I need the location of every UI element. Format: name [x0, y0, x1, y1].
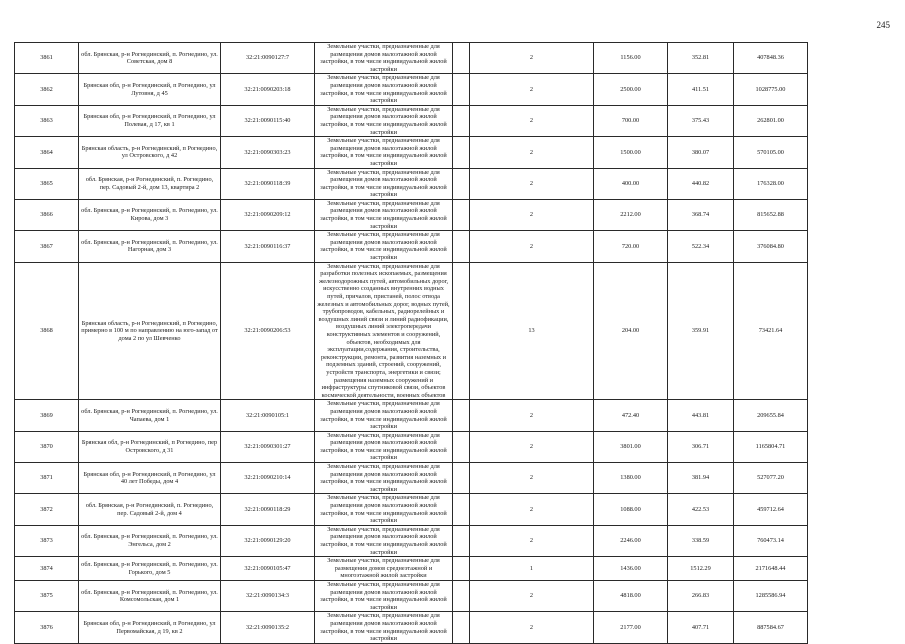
cell-area: 720.00 [594, 231, 668, 262]
cell-group: 2 [470, 74, 594, 105]
table-row [15, 463, 892, 494]
cell-land-use: Земельные участки, предназначенные для размещения домов малоэтажной жилой застройки, в том числе индивидуальной жилой застройки [315, 431, 453, 462]
cell-number: 3868 [15, 262, 79, 400]
cell-number: 3862 [15, 74, 79, 105]
table-row [15, 580, 892, 611]
cell-cadastral-number: 32:21:0090210:14 [221, 463, 315, 494]
cell-area: 2500.00 [594, 74, 668, 105]
cell-land-use: Земельные участки, предназначенные для размещения домов малоэтажной жилой застройки, в том числе индивидуальной жилой застройки [315, 74, 453, 105]
cell-empty [453, 74, 470, 105]
cell-land-use: Земельные участки, предназначенные для размещения домов малоэтажной жилой застройки, в том числе индивидуальной жилой застройки [315, 137, 453, 168]
cell-empty [453, 557, 470, 581]
cell-specific-value: 359.91 [668, 262, 734, 400]
cell-address: Брянская обл, р-н Рогнединский, п Рогнедино, ул Полевая, д 17, кв 1 [79, 105, 221, 136]
cell-area: 4818.00 [594, 580, 668, 611]
cell-specific-value: 368.74 [668, 199, 734, 230]
cell-specific-value: 338.59 [668, 525, 734, 556]
cell-group: 2 [470, 105, 594, 136]
cell-specific-value: 443.81 [668, 400, 734, 431]
cell-cadastral-value: 527077.20 [734, 463, 808, 494]
cell-area: 700.00 [594, 105, 668, 136]
cell-cadastral-number: 32:21:0090118:29 [221, 494, 315, 525]
cell-empty [453, 612, 470, 643]
cell-cadastral-value: 459712.64 [734, 494, 808, 525]
cell-number: 3873 [15, 525, 79, 556]
cell-specific-value: 422.53 [668, 494, 734, 525]
cell-number: 3869 [15, 400, 79, 431]
table-row [15, 105, 892, 136]
cell-area: 2246.00 [594, 525, 668, 556]
page-number: 245 [876, 20, 890, 30]
cell-specific-value: 266.83 [668, 580, 734, 611]
cell-empty [453, 494, 470, 525]
table-row [15, 199, 892, 230]
cell-empty [453, 400, 470, 431]
cell-cadastral-number: 32:21:0090127:7 [221, 43, 315, 74]
table-row [15, 494, 892, 525]
cell-specific-value: 352.81 [668, 43, 734, 74]
cell-area: 2212.00 [594, 199, 668, 230]
cell-area: 2177.00 [594, 612, 668, 643]
cell-number: 3870 [15, 431, 79, 462]
cell-group: 2 [470, 400, 594, 431]
cell-empty [453, 580, 470, 611]
cell-address: обл. Брянская, р-н Рогнединский, п. Рогнедино, ул. Энгельса, дом 2 [79, 525, 221, 556]
cell-area: 204.00 [594, 262, 668, 400]
cell-group: 2 [470, 199, 594, 230]
cell-specific-value: 407.71 [668, 612, 734, 643]
cell-empty [453, 168, 470, 199]
cell-address: Брянская область, р-н Рогнединский, п Рогнедино, примерно в 100 м по направлению на юго-запад от дома 2 по ул Шевченко [79, 262, 221, 400]
cell-number: 3876 [15, 612, 79, 643]
cell-address: Брянская обл, р-н Рогнединский, п Рогнедино, ул Первомайская, д 19, кв 2 [79, 612, 221, 643]
cell-cadastral-number: 32:21:0090118:39 [221, 168, 315, 199]
cell-group: 13 [470, 262, 594, 400]
cell-cadastral-value: 209655.84 [734, 400, 808, 431]
cadastral-value-table [14, 42, 892, 644]
cell-address: обл. Брянская, р-н Рогнединский, п. Рогнедино, пер. Садовый 2-й, дом 13, квартира 2 [79, 168, 221, 199]
cell-address: обл. Брянская, р-н Рогнединский, п. Рогнедино, ул. Чапаева, дом 1 [79, 400, 221, 431]
cell-number: 3874 [15, 557, 79, 581]
cell-group: 2 [470, 231, 594, 262]
cell-cadastral-number: 32:21:0090303:23 [221, 137, 315, 168]
table-row [15, 557, 892, 581]
cell-land-use: Земельные участки, предназначенные для размещения домов малоэтажной жилой застройки, в том числе индивидуальной жилой застройки [315, 105, 453, 136]
cell-cadastral-number: 32:21:0090129:20 [221, 525, 315, 556]
cell-area: 3801.00 [594, 431, 668, 462]
cell-cadastral-value: 1028775.00 [734, 74, 808, 105]
cell-address: обл. Брянская, р-н Рогнединский, п. Рогнедино, ул. Горького, дом 5 [79, 557, 221, 581]
cell-cadastral-value: 376084.80 [734, 231, 808, 262]
cell-number: 3866 [15, 199, 79, 230]
cell-number: 3861 [15, 43, 79, 74]
cell-cadastral-number: 32:21:0090105:1 [221, 400, 315, 431]
cell-address: Брянская обл, р-н Рогнединский, п Рогнедино, пер Островского, д 31 [79, 431, 221, 462]
table-row [15, 262, 892, 400]
cell-number: 3864 [15, 137, 79, 168]
cell-cadastral-value: 73421.64 [734, 262, 808, 400]
cell-cadastral-number: 32:21:0090203:18 [221, 74, 315, 105]
cell-cadastral-number: 32:21:0090134:3 [221, 580, 315, 611]
cell-cadastral-value: 262801.00 [734, 105, 808, 136]
cell-group: 2 [470, 137, 594, 168]
cell-specific-value: 306.71 [668, 431, 734, 462]
cell-land-use: Земельные участки, предназначенные для размещения домов малоэтажной жилой застройки, в том числе индивидуальной жилой застройки [315, 580, 453, 611]
cell-group: 2 [470, 525, 594, 556]
cell-group: 2 [470, 431, 594, 462]
table-row [15, 43, 892, 74]
cell-specific-value: 1512.29 [668, 557, 734, 581]
cell-cadastral-value: 570105.00 [734, 137, 808, 168]
cell-area: 1436.00 [594, 557, 668, 581]
cell-cadastral-value: 407848.36 [734, 43, 808, 74]
cell-land-use: Земельные участки, предназначенные для размещения домов среднеэтажной и многоэтажной жилой застройки [315, 557, 453, 581]
table-row [15, 612, 892, 643]
cell-group: 2 [470, 580, 594, 611]
cell-group: 2 [470, 612, 594, 643]
cell-land-use: Земельные участки, предназначенные для размещения домов малоэтажной жилой застройки, в том числе индивидуальной жилой застройки [315, 199, 453, 230]
cell-cadastral-number: 32:21:0090209:12 [221, 199, 315, 230]
cell-area: 1088.00 [594, 494, 668, 525]
cell-empty [453, 231, 470, 262]
cell-cadastral-value: 1285586.94 [734, 580, 808, 611]
cell-area: 400.00 [594, 168, 668, 199]
table-row [15, 168, 892, 199]
cell-empty [453, 463, 470, 494]
cell-number: 3872 [15, 494, 79, 525]
cell-area: 1500.00 [594, 137, 668, 168]
table-row [15, 525, 892, 556]
cell-cadastral-value: 815652.88 [734, 199, 808, 230]
cell-number: 3867 [15, 231, 79, 262]
cell-cadastral-number: 32:21:0090116:37 [221, 231, 315, 262]
cell-land-use: Земельные участки, предназначенные для размещения домов малоэтажной жилой застройки, в том числе индивидуальной жилой застройки [315, 231, 453, 262]
table-row [15, 400, 892, 431]
cell-land-use: Земельные участки, предназначенные для размещения домов малоэтажной жилой застройки, в том числе индивидуальной жилой застройки [315, 43, 453, 74]
cell-specific-value: 380.07 [668, 137, 734, 168]
cell-area: 1156.00 [594, 43, 668, 74]
cell-cadastral-number: 32:21:0090115:40 [221, 105, 315, 136]
cell-number: 3865 [15, 168, 79, 199]
cell-specific-value: 375.43 [668, 105, 734, 136]
cell-area: 1380.00 [594, 463, 668, 494]
cell-specific-value: 381.94 [668, 463, 734, 494]
cell-cadastral-value: 760473.14 [734, 525, 808, 556]
cell-address: обл. Брянская, р-н Рогнединский, п. Рогнедино, ул. Советская, дом 8 [79, 43, 221, 74]
cell-land-use: Земельные участки, предназначенные для размещения домов малоэтажной жилой застройки, в том числе индивидуальной жилой застройки [315, 463, 453, 494]
cell-empty [453, 105, 470, 136]
cell-specific-value: 522.34 [668, 231, 734, 262]
cell-address: обл. Брянская, р-н Рогнединский, п. Рогнедино, ул. Нагорная, дом 3 [79, 231, 221, 262]
cell-address: Брянская обл, р-н Рогнединский, п Рогнедино, ул Лутовня, д 45 [79, 74, 221, 105]
cell-address: обл. Брянская, р-н Рогнединский, п. Рогнедино, ул. Кирова, дом 3 [79, 199, 221, 230]
cell-empty [453, 137, 470, 168]
cell-empty [453, 525, 470, 556]
cell-cadastral-number: 32:21:0090105:47 [221, 557, 315, 581]
cell-land-use: Земельные участки, предназначенные для разработки полезных ископаемых, размещения железнодорожных путей, автомобильных дорог, искусственно созданных внутренних водных путей, причалов, пристаней, полос отвода железных и автомобильных дорог, водных путей, трубопроводов, кабельных, радиорелейных и воздушных линий связи и линий радиофикации, воздушных линий электропередачи конструктивных элементов и сооружений, объектов, необходимых для эксплуатации,содержания, строительства, реконструкции, ремонта, развития наземных и подземных зданий, строений, сооружений, устройств транспорта, энергетики и связи; размещения наземных сооружений и инфраструктуры спутниковой связи, объектов космической деятельности, военных объектов [315, 262, 453, 400]
cell-land-use: Земельные участки, предназначенные для размещения домов малоэтажной жилой застройки, в том числе индивидуальной жилой застройки [315, 612, 453, 643]
cell-address: Брянская область, р-н Рогнединский, п Рогнедино, ул Островского, д 42 [79, 137, 221, 168]
table-row [15, 137, 892, 168]
table-body [15, 43, 892, 644]
cell-specific-value: 411.51 [668, 74, 734, 105]
cell-address: обл. Брянская, р-н Рогнединский, п. Рогнедино, ул. Комсомольская, дом 1 [79, 580, 221, 611]
cell-address: обл. Брянская, р-н Рогнединский, п. Рогнедино, пер. Садовый 2-й, дом 4 [79, 494, 221, 525]
cell-cadastral-number: 32:21:0090301:27 [221, 431, 315, 462]
cell-number: 3871 [15, 463, 79, 494]
table-row [15, 231, 892, 262]
cell-cadastral-number: 32:21:0090135:2 [221, 612, 315, 643]
cell-empty [453, 43, 470, 74]
cell-land-use: Земельные участки, предназначенные для размещения домов малоэтажной жилой застройки, в том числе индивидуальной жилой застройки [315, 168, 453, 199]
cell-cadastral-value: 1165804.71 [734, 431, 808, 462]
cell-number: 3863 [15, 105, 79, 136]
cell-empty [453, 199, 470, 230]
cell-cadastral-value: 2171648.44 [734, 557, 808, 581]
cell-cadastral-value: 176328.00 [734, 168, 808, 199]
cell-land-use: Земельные участки, предназначенные для размещения домов малоэтажной жилой застройки, в том числе индивидуальной жилой застройки [315, 494, 453, 525]
cell-empty [453, 262, 470, 400]
cell-land-use: Земельные участки, предназначенные для размещения домов малоэтажной жилой застройки, в том числе индивидуальной жилой застройки [315, 525, 453, 556]
cell-cadastral-number: 32:21:0090206:53 [221, 262, 315, 400]
cell-specific-value: 440.82 [668, 168, 734, 199]
cell-empty [453, 431, 470, 462]
cell-address: Брянская обл, р-н Рогнединский, п Рогнедино, ул 40 лет Победы, дом 4 [79, 463, 221, 494]
cell-group: 2 [470, 494, 594, 525]
cell-group: 2 [470, 43, 594, 74]
cell-number: 3875 [15, 580, 79, 611]
cell-group: 2 [470, 168, 594, 199]
table-row [15, 431, 892, 462]
cell-cadastral-value: 887584.67 [734, 612, 808, 643]
cell-land-use: Земельные участки, предназначенные для размещения домов малоэтажной жилой застройки, в том числе индивидуальной жилой застройки [315, 400, 453, 431]
cell-area: 472.40 [594, 400, 668, 431]
cell-group: 1 [470, 557, 594, 581]
table-row [15, 74, 892, 105]
cell-group: 2 [470, 463, 594, 494]
